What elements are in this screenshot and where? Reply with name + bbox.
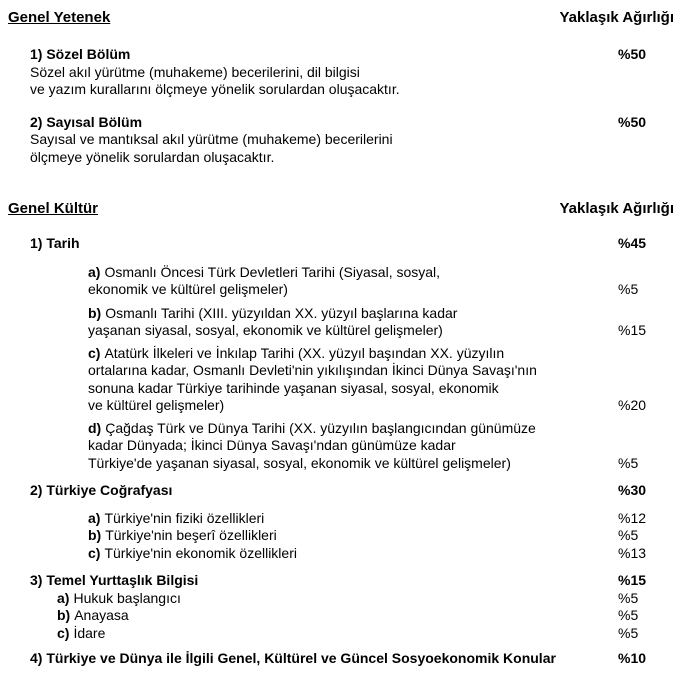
desc-line: Sözel akıl yürütme (muhakeme) becerilerini, dil bilgisi: [30, 63, 360, 80]
sub-text: Atatürk İlkeleri ve İnkılap Tarihi (XX. yüzyıl başından XX. yüzyılın: [104, 344, 505, 361]
sub-text: Türkiye'nin beşerî özellikleri: [105, 527, 277, 543]
sub-line: yaşanan siyasal, sosyal, ekonomik ve kültürel gelişmeler): [88, 322, 443, 338]
weight-yurttaslik-c: %5: [618, 624, 639, 641]
section-title-genel-kultur: Genel Kültür: [8, 200, 99, 217]
sub-line: [88, 264, 676, 282]
weight-column-header: Yaklaşık Ağırlığı: [559, 9, 674, 26]
sub-line: [88, 510, 676, 528]
item-tarih: [8, 235, 676, 253]
section-genel-yetenek-header: [8, 8, 676, 27]
weight-tarih-b: %15: [618, 322, 647, 338]
item-title-guncel-konular: 4) Türkiye ve Dünya ile İlgili Genel, Kültürel ve Güncel Sosyoekonomik Konular: [30, 650, 556, 666]
sub-line: Türkiye'de yaşanan siyasal, sosyal, ekonomik ve kültürel gelişmeler): [88, 454, 511, 471]
desc-line: Sayısal ve mantıksal akıl yürütme (muhakeme) becerilerini: [30, 131, 393, 147]
item-yurttaslik: [8, 572, 676, 590]
weight-tarih-a: %5: [618, 281, 639, 297]
sub-line: [57, 625, 676, 643]
weight-yurttaslik-b: %5: [618, 607, 639, 623]
sub-label: b): [88, 304, 102, 321]
weight-sozel-bolum: %50: [618, 46, 647, 62]
sub-line: [88, 420, 676, 438]
weight-guncel-konular: %10: [618, 650, 647, 666]
sub-label: c): [57, 624, 70, 641]
item-guncel-konular: [8, 650, 676, 668]
sub-line: [57, 590, 676, 608]
sub-item-cografya-c: [8, 545, 676, 563]
item-title-cografya: 2) Türkiye Coğrafyası: [30, 482, 173, 498]
weight-tarih: %45: [618, 235, 647, 251]
sub-item-yurttaslik-a: [8, 590, 676, 608]
section-genel-kultur-header: [8, 199, 676, 218]
sub-item-tarih-d: [8, 420, 676, 473]
sub-label: c): [88, 544, 101, 561]
desc-line: ölçmeye yönelik sorulardan oluşacaktır.: [30, 148, 275, 165]
sub-item-yurttaslik-c: [8, 625, 676, 643]
item-sozel-desc: [8, 64, 676, 99]
sub-text: Anayasa: [74, 607, 129, 623]
sub-label: c): [88, 344, 101, 361]
weight-column-header: Yaklaşık Ağırlığı: [559, 200, 674, 217]
sub-label: a): [88, 509, 101, 526]
weight-sayisal-bolum: %50: [618, 113, 647, 130]
weight-cografya-a: %12: [618, 509, 647, 526]
item-sayisal-bolum: [8, 114, 676, 132]
sub-line: [57, 607, 676, 625]
item-title-yurttaslik: 3) Temel Yurttaşlık Bilgisi: [30, 572, 199, 588]
item-title-sozel-bolum: 1) Sözel Bölüm: [30, 46, 131, 62]
desc-line: ve yazım kurallarını ölçmeye yönelik sorulardan oluşacaktır.: [30, 81, 400, 97]
sub-line: [88, 527, 676, 545]
sub-text: Türkiye'nin fiziki özellikleri: [104, 509, 265, 526]
weight-tarih-d: %5: [618, 454, 639, 471]
sub-item-yurttaslik-b: [8, 607, 676, 625]
sub-item-tarih-a: [8, 264, 676, 299]
sub-label: b): [88, 527, 102, 543]
sub-label: a): [57, 589, 70, 606]
sub-line: [88, 345, 676, 363]
sub-label: a): [88, 263, 101, 280]
weight-cografya: %30: [618, 482, 647, 498]
section-title-genel-yetenek: Genel Yetenek: [8, 9, 111, 26]
sub-line: ortalarına kadar, Osmanlı Devleti'nin yıkılışından İkinci Dünya Savaşı'nın: [88, 362, 537, 378]
sub-item-tarih-b: [8, 305, 676, 340]
sub-line: [88, 305, 676, 323]
sub-item-cografya-b: [8, 527, 676, 545]
sub-text: İdare: [73, 624, 106, 641]
item-title-sayisal-bolum: 2) Sayısal Bölüm: [30, 113, 143, 130]
weight-tarih-c: %20: [618, 397, 647, 413]
sub-text: Çağdaş Türk ve Dünya Tarihi (XX. yüzyılın başlangıcından günümüze: [105, 419, 536, 436]
item-sayisal-desc: [8, 131, 676, 166]
item-sozel-bolum: [8, 46, 676, 64]
sub-line: [88, 545, 676, 563]
weight-yurttaslik-a: %5: [618, 589, 639, 606]
sub-item-tarih-c: [8, 345, 676, 415]
sub-line: ve kültürel gelişmeler): [88, 397, 225, 413]
sub-item-cografya-a: [8, 510, 676, 528]
weight-cografya-c: %13: [618, 544, 647, 561]
sub-line: sonuna kadar Türkiye tarihinde yaşanan siyasal, sosyal, ekonomik: [88, 379, 499, 396]
item-title-tarih: 1) Tarih: [30, 235, 80, 251]
sub-label: b): [57, 607, 71, 623]
sub-text: Türkiye'nin ekonomik özellikleri: [104, 544, 297, 561]
weight-cografya-b: %5: [618, 527, 639, 543]
sub-line: kadar Dünyada; İkinci Dünya Savaşı'ndan günümüze kadar: [88, 437, 456, 453]
sub-text: Osmanlı Tarihi (XIII. yüzyıldan XX. yüzyıl başlarına kadar: [105, 304, 458, 321]
item-cografya: [8, 482, 676, 500]
sub-text: Hukuk başlangıcı: [73, 589, 181, 606]
sub-text: Osmanlı Öncesi Türk Devletleri Tarihi (Siyasal, sosyal,: [104, 263, 441, 280]
sub-line: ekonomik ve kültürel gelişmeler): [88, 281, 288, 297]
weight-yurttaslik: %15: [618, 572, 647, 588]
sub-label: d): [88, 419, 102, 436]
